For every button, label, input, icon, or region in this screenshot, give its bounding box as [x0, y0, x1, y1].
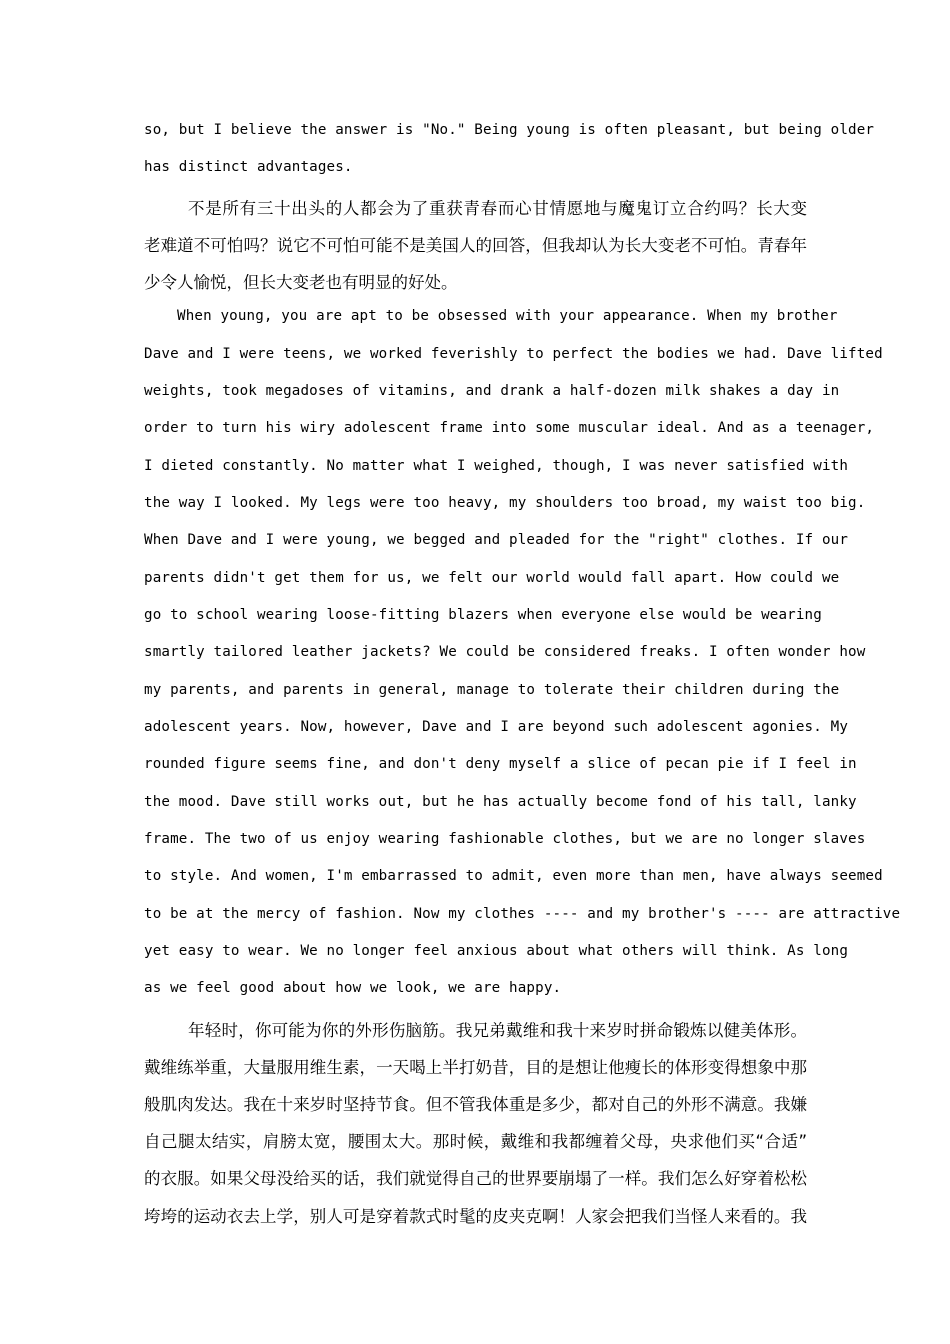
text-line: has distinct advantages.: [144, 159, 353, 175]
text-line: rounded figure seems fine, and don't deny myself a slice of pecan pie if I feel in: [144, 756, 857, 772]
text-line: Dave and I were teens, we worked feverishly to perfect the bodies we had. Dave lifted: [144, 346, 883, 362]
text-line: smartly tailored leather jackets? We could be considered freaks. I often wonder how: [144, 644, 866, 660]
text-line: 年轻时，你可能为你的外形伤脑筋。我兄弟戴维和我十来岁时拼命锻炼以健美体形。: [188, 1021, 807, 1040]
text-line: order to turn his wiry adolescent frame into some muscular ideal. And as a teenager,: [144, 420, 875, 436]
text-line: 老难道不可怕吗？说它不可怕可能不是美国人的回答，但我却认为长大变老不可怕。青春年: [144, 236, 807, 255]
text-line: as we feel good about how we look, we are happy.: [144, 980, 562, 996]
text-line: 戴维练举重，大量服用维生素，一天喝上半打奶昔，目的是想让他瘦长的体形变得想象中那: [144, 1058, 807, 1077]
text-line: parents didn't get them for us, we felt our world would fall apart. How could we: [144, 570, 840, 586]
text-line: my parents, and parents in general, manage to tolerate their children during the: [144, 682, 840, 698]
text-line: the mood. Dave still works out, but he has actually become fond of his tall, lanky: [144, 794, 857, 810]
text-line: 般肌肉发达。我在十来岁时坚持节食。但不管我体重是多少，都对自己的外形不满意。我嫌: [144, 1095, 807, 1114]
text-line: the way I looked. My legs were too heavy, my shoulders too broad, my waist too big.: [144, 495, 866, 511]
text-line: go to school wearing loose-fitting blazers when everyone else would be wearing: [144, 607, 822, 623]
text-line: 不是所有三十出头的人都会为了重获青春而心甘情愿地与魔鬼订立合约吗？长大变: [188, 199, 807, 218]
text-line: 垮垮的运动衣去上学，别人可是穿着款式时髦的皮夹克啊！人家会把我们当怪人来看的。我: [144, 1207, 807, 1226]
text-line: so, but I believe the answer is "No." Being young is often pleasant, but being older: [144, 122, 875, 138]
text-line: adolescent years. Now, however, Dave and I are beyond such adolescent agonies. My: [144, 719, 849, 735]
text-line: 少令人愉悦，但长大变老也有明显的好处。: [144, 273, 458, 292]
text-line: When Dave and I were young, we begged and pleaded for the "right" clothes. If our: [144, 532, 849, 548]
text-line: When young, you are apt to be obsessed with your appearance. When my brother: [177, 308, 838, 324]
text-line: 的衣服。如果父母没给买的话，我们就觉得自己的世界要崩塌了一样。我们怎么好穿着松松: [144, 1169, 807, 1188]
text-line: to be at the mercy of fashion. Now my clothes ---- and my brother's ---- are attractive: [144, 906, 901, 922]
text-line: yet easy to wear. We no longer feel anxious about what others will think. As long: [144, 943, 849, 959]
text-line: I dieted constantly. No matter what I weighed, though, I was never satisfied with: [144, 458, 849, 474]
text-line: 自己腿太结实，肩膀太宽，腰围太大。那时候，戴维和我都缠着父母，央求他们买“合适”: [144, 1132, 807, 1151]
text-line: to style. And women, I'm embarrassed to admit, even more than men, have always seemed: [144, 868, 883, 884]
text-line: frame. The two of us enjoy wearing fashionable clothes, but we are no longer slaves: [144, 831, 866, 847]
text-line: weights, took megadoses of vitamins, and drank a half-dozen milk shakes a day in: [144, 383, 840, 399]
